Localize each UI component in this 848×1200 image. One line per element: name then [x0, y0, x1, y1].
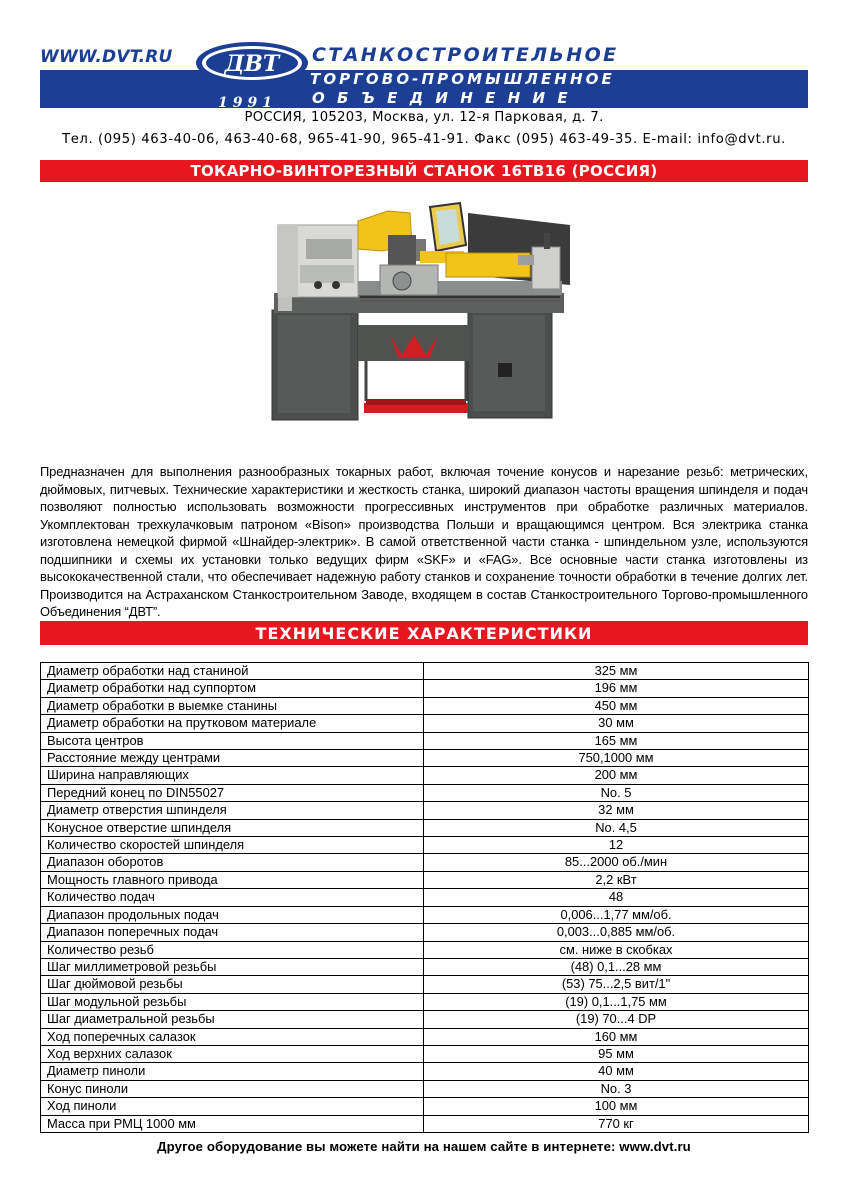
spec-name: Конус пиноли [41, 1080, 424, 1097]
lathe-image [270, 185, 580, 421]
table-row [41, 1080, 809, 1097]
company-name-line2: ТОРГОВО-ПРОМЫШЛЕННОЕ [310, 70, 615, 88]
table-row [41, 906, 809, 923]
specs-title: ТЕХНИЧЕСКИЕ ХАРАКТЕРИСТИКИ [40, 621, 808, 645]
spec-name: Мощность главного привода [41, 871, 424, 888]
company-name-line3: ОБЪЕДИНЕНИЕ [312, 89, 580, 107]
table-row [41, 732, 809, 749]
spec-name: Шаг модульной резьбы [41, 993, 424, 1010]
spec-name: Диаметр обработки в выемке станины [41, 697, 424, 714]
company-name-line1: СТАНКОСТРОИТЕЛЬНОЕ [312, 44, 619, 66]
spec-value: (19) 70...4 DP [424, 1011, 809, 1028]
table-row [41, 1028, 809, 1045]
table-row [41, 1045, 809, 1062]
spec-value: 0,006...1,77 мм/об. [424, 906, 809, 923]
footer-note: Другое оборудование вы можете найти на нашем сайте в интернете: www.dvt.ru [157, 1139, 691, 1154]
spec-value: 85...2000 об./мин [424, 854, 809, 871]
spec-value: 12 [424, 837, 809, 854]
spec-value: 325 мм [424, 663, 809, 680]
spec-value: (48) 0,1...28 мм [424, 958, 809, 975]
spec-name: Передний конец по DIN55027 [41, 784, 424, 801]
spec-value: No. 3 [424, 1080, 809, 1097]
spec-value: 196 мм [424, 680, 809, 697]
spec-name: Расстояние между центрами [41, 750, 424, 767]
table-row [41, 993, 809, 1010]
table-row [41, 871, 809, 888]
spec-value: No. 5 [424, 784, 809, 801]
spec-value: 40 мм [424, 1063, 809, 1080]
table-row [41, 837, 809, 854]
spec-name: Диапазон поперечных подач [41, 924, 424, 941]
spec-value: (53) 75...2,5 вит/1" [424, 976, 809, 993]
spec-name: Высота центров [41, 732, 424, 749]
founding-year: 1991 [218, 95, 277, 111]
specs-table [40, 662, 809, 1133]
spec-value: 48 [424, 889, 809, 906]
table-row [41, 680, 809, 697]
spec-value: см. ниже в скобках [424, 941, 809, 958]
spec-name: Шаг миллиметровой резьбы [41, 958, 424, 975]
spec-name: Ход верхних салазок [41, 1045, 424, 1062]
table-row [41, 802, 809, 819]
spec-value: 770 кг [424, 1115, 809, 1132]
website-link[interactable]: WWW.DVT.RU [40, 47, 173, 67]
spec-value: 165 мм [424, 732, 809, 749]
spec-name: Ширина направляющих [41, 767, 424, 784]
spec-name: Шаг дюймовой резьбы [41, 976, 424, 993]
table-row [41, 1011, 809, 1028]
spec-name: Диаметр обработки на прутковом материале [41, 715, 424, 732]
table-row [41, 697, 809, 714]
spec-name: Масса при РМЦ 1000 мм [41, 1115, 424, 1132]
table-row [41, 819, 809, 836]
company-address: РОССИЯ, 105203, Москва, ул. 12-я Парковая, д. 7. [244, 110, 604, 125]
dvt-logo [192, 38, 312, 86]
table-row [41, 767, 809, 784]
spec-name: Шаг диаметральной резьбы [41, 1011, 424, 1028]
spec-value: 95 мм [424, 1045, 809, 1062]
product-description: Предназначен для выполнения разнообразных токарных работ, включая точение конусов и нарезание резьб: метрических, дюймовых, питчевых. Технические характеристики и жесткость станка, широкий диапазон частоты вращения шпинделя и подач позволяют полностью использовать возможности прогрессивных инструментов при обработке различных материалов. Укомплектован трехкулачковым патроном «Bison» производства Польши и вращающимся центром. Вся электрика станка изготовлена немецкой фирмой «Шнайдер-электрик». В самой ответственной части станка - шпиндельном узле, используются подшипники и схемы их установки только ведущих фирм «SKF» и «FAG». Все основные части станка изготовлены из высококачественной стали, что обеспечивает надежную работу станков и сохранение точности обработки в течение долгих лет. Производится на Астраханском Станкостроительном Заводе, входящем в состав Станкостроительного Торгово-промышленного Объединения “ДВТ”. [40, 464, 808, 619]
logo-text: ДВТ [224, 51, 280, 77]
spec-value: 750,1000 мм [424, 750, 809, 767]
spec-name: Количество резьб [41, 941, 424, 958]
spec-name: Диаметр обработки над станиной [41, 663, 424, 680]
table-row [41, 1115, 809, 1132]
spec-value: 200 мм [424, 767, 809, 784]
table-row [41, 976, 809, 993]
company-contacts: Тел. (095) 463-40-06, 463-40-68, 965-41-90, 965-41-91. Факс (095) 463-49-35. E-mail: info@dvt.ru. [62, 132, 786, 147]
spec-name: Количество подач [41, 889, 424, 906]
table-row [41, 958, 809, 975]
table-row [41, 854, 809, 871]
spec-name: Диаметр пиноли [41, 1063, 424, 1080]
spec-name: Количество скоростей шпинделя [41, 837, 424, 854]
table-row [41, 715, 809, 732]
table-row [41, 941, 809, 958]
spec-name: Ход поперечных салазок [41, 1028, 424, 1045]
table-row [41, 784, 809, 801]
spec-value: 0,003...0,885 мм/об. [424, 924, 809, 941]
spec-value: No. 4,5 [424, 819, 809, 836]
table-row [41, 1098, 809, 1115]
spec-value: 450 мм [424, 697, 809, 714]
spec-value: 2,2 кВт [424, 871, 809, 888]
table-row [41, 663, 809, 680]
spec-name: Конусное отверстие шпинделя [41, 819, 424, 836]
spec-value: 32 мм [424, 802, 809, 819]
spec-name: Ход пиноли [41, 1098, 424, 1115]
table-row [41, 1063, 809, 1080]
spec-name: Диаметр отверстия шпинделя [41, 802, 424, 819]
spec-name: Диапазон оборотов [41, 854, 424, 871]
spec-value: 160 мм [424, 1028, 809, 1045]
table-row [41, 889, 809, 906]
spec-value: 100 мм [424, 1098, 809, 1115]
spec-value: 30 мм [424, 715, 809, 732]
spec-value: (19) 0,1...1,75 мм [424, 993, 809, 1010]
company-header [40, 38, 808, 110]
spec-name: Диаметр обработки над суппортом [41, 680, 424, 697]
table-row [41, 924, 809, 941]
spec-name: Диапазон продольных подач [41, 906, 424, 923]
product-title: ТОКАРНО-ВИНТОРЕЗНЫЙ СТАНОК 16ТВ16 (РОССИЯ) [40, 160, 808, 182]
table-row [41, 750, 809, 767]
